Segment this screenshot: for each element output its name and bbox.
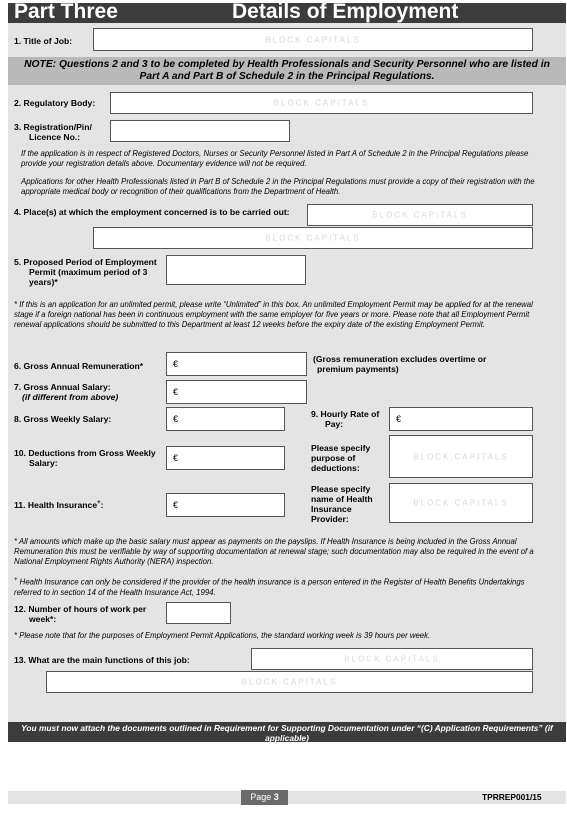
gross-annual-salary-field[interactable] xyxy=(166,380,307,404)
place-of-employment-field-1[interactable] xyxy=(307,204,533,226)
proposed-period-label-line3: years)* xyxy=(29,277,58,287)
main-functions-field-2[interactable] xyxy=(46,671,533,693)
insurance-provider-field[interactable] xyxy=(389,483,533,523)
hourly-rate-label-line2: Pay: xyxy=(325,419,344,429)
registration-label-line1: 3. Registration/Pin/ xyxy=(14,122,92,132)
deductions-field[interactable] xyxy=(166,446,285,470)
part-label: Part Three xyxy=(14,0,118,23)
page-title: Details of Employment xyxy=(232,0,459,23)
place-field-1-placeholder: BLOCK CAPITALS xyxy=(372,210,468,220)
hourly-rate-label-line1: 9. Hourly Rate of xyxy=(311,409,380,419)
health-insurance-label-text: 11. Health Insurance xyxy=(14,499,98,510)
page-word: Page xyxy=(250,792,272,802)
euro-symbol: € xyxy=(173,387,179,397)
deductions-label-line2: Salary: xyxy=(29,458,58,468)
health-insurance-note xyxy=(14,575,554,598)
deductions-aside-line1: Please specify xyxy=(311,443,371,453)
deductions-aside-line3: deductions: xyxy=(311,463,360,473)
health-insurance-label-colon: : xyxy=(100,499,104,510)
page-number-value: 3 xyxy=(273,792,279,802)
proposed-period-label-line1: 5. Proposed Period of Employment xyxy=(14,257,157,267)
insurance-aside-line1: Please specify xyxy=(311,484,371,494)
standard-week-note: * Please note that for the purposes of Employment Permit Applications, the standard working week is 39 hours per week. xyxy=(14,631,431,640)
deductions-aside-line2: purpose of xyxy=(311,453,356,463)
euro-symbol: € xyxy=(173,500,179,510)
health-insurance-field[interactable] xyxy=(166,493,285,517)
proposed-period-label-line2: Permit (maximum period of 3 xyxy=(29,267,148,277)
place-of-employment-label: 4. Place(s) at which the employment concerned is to be carried out: xyxy=(14,207,290,217)
insurance-aside-line3: Insurance xyxy=(311,504,352,514)
euro-symbol: € xyxy=(173,414,179,424)
place-of-employment-field-2[interactable] xyxy=(93,227,533,249)
health-insurance-label xyxy=(14,498,104,510)
registration-note-1: If the application is in respect of Registered Doctors, Nurses or Security Personnel listed in Part A of Schedule 2 in the Principal Regulations please provide your registration details above. Documentary evidence will not be required. xyxy=(21,149,529,168)
insurance-aside-line2: name of Health xyxy=(311,494,373,504)
unlimited-permit-note: * If this is an application for an unlimited permit, please write “Unlimited” in this box. An unlimited Employment Permit may be applied for at the renewal stage if a foreign national has been in continuous employment with the same employer for five years or more. Please note that all Employment Permit renewal applications should be submitted to this Department at least 12 weeks before the expiry date of the existing Employment Permit. xyxy=(14,300,533,329)
form-reference: TPRREP001/15 xyxy=(482,792,542,802)
gross-weekly-salary-label: 8. Gross Weekly Salary: xyxy=(14,414,112,424)
registration-note-2: Applications for other Health Professionals listed in Part B of Schedule 2 in the Principal Regulations must provide a copy of their registration with the appropriate medical body or recognition of their qualifications from the Department of Health. xyxy=(21,177,535,196)
insurance-aside-line4: Provider: xyxy=(311,514,349,524)
regulatory-body-placeholder: BLOCK CAPITALS xyxy=(273,98,370,108)
main-functions-1-placeholder: BLOCK CAPITALS xyxy=(344,654,440,664)
hours-per-week-label-line2: week*: xyxy=(29,614,57,624)
title-of-job-label: 1. Title of Job: xyxy=(14,36,73,46)
main-functions-2-placeholder: BLOCK CAPITALS xyxy=(241,677,338,687)
euro-symbol: € xyxy=(396,414,402,424)
hours-per-week-field[interactable] xyxy=(166,602,231,624)
regulatory-body-field[interactable] xyxy=(110,92,533,114)
gross-annual-remuneration-field[interactable] xyxy=(166,352,307,376)
title-of-job-field[interactable] xyxy=(93,28,533,51)
hours-per-week-label-line1: 12. Number of hours of work per xyxy=(14,604,147,614)
health-insurance-label-sup: + xyxy=(97,500,101,506)
deductions-purpose-placeholder: BLOCK CAPITALS xyxy=(413,452,509,461)
gross-annual-salary-label-line2: (if different from above) xyxy=(22,392,119,402)
health-insurance-note-text: Health Insurance can only be considered if the provider of the health insurance is a person entered in the Register of Health Benefits Undertakings referred to in section 14 of the Health Insurance Act, 1994. xyxy=(14,577,525,597)
insurance-provider-placeholder: BLOCK CAPITALS xyxy=(413,498,509,508)
main-functions-label: 13. What are the main functions of this job: xyxy=(14,655,190,665)
euro-symbol: € xyxy=(173,453,179,463)
registration-label-line2: Licence No.: xyxy=(29,132,81,142)
registration-number-field[interactable] xyxy=(110,120,290,142)
main-functions-field-1[interactable] xyxy=(251,648,533,670)
note-text: NOTE: Questions 2 and 3 to be completed by Health Professionals and Security Personnel who are listed in Part A and Part B of Schedule 2 in the Principal Regulations. xyxy=(24,59,550,82)
gross-annual-remuneration-label: 6. Gross Annual Remuneration* xyxy=(14,361,144,371)
place-field-2-placeholder: BLOCK CAPITALS xyxy=(265,233,361,243)
gross-weekly-salary-field[interactable] xyxy=(166,407,285,431)
deductions-label-line1: 10. Deductions from Gross Weekly xyxy=(14,448,156,458)
gross-annual-salary-label-line1: 7. Gross Annual Salary: xyxy=(14,382,111,392)
deductions-purpose-field[interactable] xyxy=(389,435,533,478)
remuneration-aside-line1: (Gross remuneration excludes overtime or xyxy=(313,354,487,364)
title-of-job-placeholder: BLOCK CAPITALS xyxy=(265,35,361,44)
attach-documents-note: You must now attach the documents outlined in Requirement for Supporting Documentation under “(C) Application Requirements” (if applicable) xyxy=(21,723,553,743)
regulatory-body-label: 2. Regulatory Body: xyxy=(14,98,96,108)
remuneration-aside-line2: premium payments) xyxy=(317,364,399,374)
euro-symbol: € xyxy=(173,359,179,369)
health-insurance-note-sup: + xyxy=(14,577,18,583)
proposed-period-field[interactable] xyxy=(166,255,306,285)
salary-payslip-note: * All amounts which make up the basic salary must appear as payments on the payslips. If Health Insurance is being included in the Gross Annual Remuneration this must be verifiable by way of supporting documentation at renewal stage; such documentation may also be required in the event of a National Employment Rights Authority (NERA) inspection. xyxy=(14,537,534,566)
page-number xyxy=(241,791,288,804)
hourly-rate-field[interactable] xyxy=(389,407,533,431)
